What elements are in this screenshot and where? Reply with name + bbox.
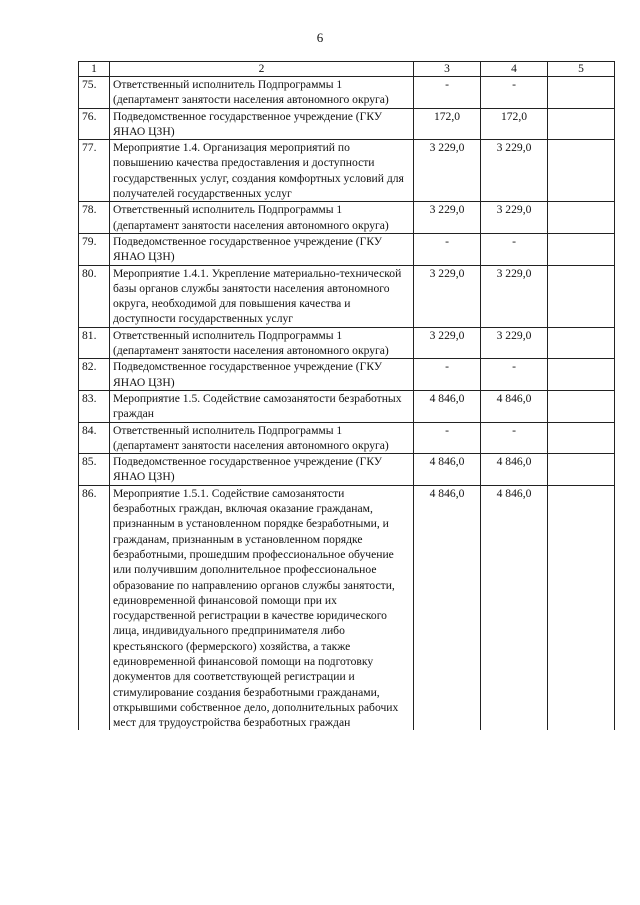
- column-header: 4: [481, 62, 548, 77]
- row-description: Подведомственное государственное учреждение (ГКУ ЯНАО ЦЗН): [110, 108, 414, 140]
- row-description: Подведомственное государственное учреждение (ГКУ ЯНАО ЦЗН): [110, 233, 414, 265]
- row-description: Ответственный исполнитель Подпрограммы 1 (департамент занятости населения автономного округа): [110, 202, 414, 234]
- table-row: [79, 454, 615, 486]
- row-number: 86.: [79, 485, 110, 730]
- table-row: [79, 108, 615, 140]
- row-value-col4: 4 846,0: [481, 390, 548, 422]
- row-value-col5: [548, 485, 615, 730]
- row-value-col4: -: [481, 233, 548, 265]
- column-header: 2: [110, 62, 414, 77]
- row-number: 78.: [79, 202, 110, 234]
- row-value-col5: [548, 202, 615, 234]
- row-value-col3: 3 229,0: [414, 265, 481, 327]
- row-description: Ответственный исполнитель Подпрограммы 1 (департамент занятости населения автономного округа): [110, 422, 414, 454]
- table-row: [79, 359, 615, 391]
- table-row: [79, 233, 615, 265]
- row-value-col4: 4 846,0: [481, 454, 548, 486]
- row-value-col4: -: [481, 359, 548, 391]
- column-header: 5: [548, 62, 615, 77]
- table-row: [79, 265, 615, 327]
- row-description: Подведомственное государственное учреждение (ГКУ ЯНАО ЦЗН): [110, 454, 414, 486]
- column-header: 1: [79, 62, 110, 77]
- row-description: Мероприятие 1.4. Организация мероприятий по повышению качества предоставления и доступности государственных услуг, создания комфортных условий для получателей государственных услуг: [110, 140, 414, 202]
- row-description: Ответственный исполнитель Подпрограммы 1 (департамент занятости населения автономного округа): [110, 77, 414, 109]
- table-header-row: [79, 62, 615, 77]
- table-row: [79, 485, 615, 730]
- row-value-col4: 172,0: [481, 108, 548, 140]
- row-value-col4: 3 229,0: [481, 202, 548, 234]
- row-value-col4: -: [481, 77, 548, 109]
- row-number: 83.: [79, 390, 110, 422]
- row-value-col3: 4 846,0: [414, 454, 481, 486]
- row-number: 81.: [79, 327, 110, 359]
- table-row: [79, 327, 615, 359]
- row-value-col5: [548, 359, 615, 391]
- row-value-col3: 3 229,0: [414, 140, 481, 202]
- row-description: Мероприятие 1.5. Содействие самозанятости безработных граждан: [110, 390, 414, 422]
- row-value-col5: [548, 390, 615, 422]
- row-value-col3: 3 229,0: [414, 202, 481, 234]
- row-value-col4: 3 229,0: [481, 265, 548, 327]
- row-value-col5: [548, 327, 615, 359]
- row-description: Мероприятие 1.5.1. Содействие самозанятости безработных граждан, включая оказание гражданам, признанным в установленном порядке безработными, и гражданам, признанным в установленном порядке безработными, прошедшим профессиональное обучение или получившим дополнительное профессиональное образование по направлению органов службы занятости, единовременной финансовой помощи при их государственной регистрации в качестве юридического лица, индивидуального предпринимателя либо крестьянского (фермерского) хозяйства, а также единовременной финансовой помощи на подготовку документов для соответствующей регистрации и стимулирование создания безработными гражданами, открывшими собственное дело, дополнительных рабочих мест для трудоустройства безработных граждан: [110, 485, 414, 730]
- row-number: 84.: [79, 422, 110, 454]
- row-description: Подведомственное государственное учреждение (ГКУ ЯНАО ЦЗН): [110, 359, 414, 391]
- row-number: 85.: [79, 454, 110, 486]
- table-row: [79, 77, 615, 109]
- row-value-col3: -: [414, 233, 481, 265]
- row-value-col5: [548, 77, 615, 109]
- budget-table: [78, 61, 615, 730]
- row-value-col3: -: [414, 77, 481, 109]
- row-value-col4: 3 229,0: [481, 327, 548, 359]
- row-value-col5: [548, 265, 615, 327]
- row-value-col3: 3 229,0: [414, 327, 481, 359]
- row-value-col3: -: [414, 359, 481, 391]
- row-value-col5: [548, 108, 615, 140]
- table-row: [79, 390, 615, 422]
- row-value-col5: [548, 233, 615, 265]
- row-number: 77.: [79, 140, 110, 202]
- row-value-col4: 3 229,0: [481, 140, 548, 202]
- row-number: 80.: [79, 265, 110, 327]
- row-value-col4: 4 846,0: [481, 485, 548, 730]
- row-number: 82.: [79, 359, 110, 391]
- row-value-col3: 4 846,0: [414, 390, 481, 422]
- row-description: Ответственный исполнитель Подпрограммы 1 (департамент занятости населения автономного округа): [110, 327, 414, 359]
- row-value-col5: [548, 140, 615, 202]
- row-value-col5: [548, 454, 615, 486]
- table-row: [79, 422, 615, 454]
- table-row: [79, 140, 615, 202]
- row-value-col3: -: [414, 422, 481, 454]
- row-description: Мероприятие 1.4.1. Укрепление материально-технической базы органов службы занятости населения автономного округа, необходимой для повышения качества и доступности государственных услуг: [110, 265, 414, 327]
- row-value-col4: -: [481, 422, 548, 454]
- row-number: 79.: [79, 233, 110, 265]
- row-value-col3: 4 846,0: [414, 485, 481, 730]
- row-value-col3: 172,0: [414, 108, 481, 140]
- row-value-col5: [548, 422, 615, 454]
- table-row: [79, 202, 615, 234]
- column-header: 3: [414, 62, 481, 77]
- page-number: 6: [316, 30, 324, 45]
- row-number: 75.: [79, 77, 110, 109]
- row-number: 76.: [79, 108, 110, 140]
